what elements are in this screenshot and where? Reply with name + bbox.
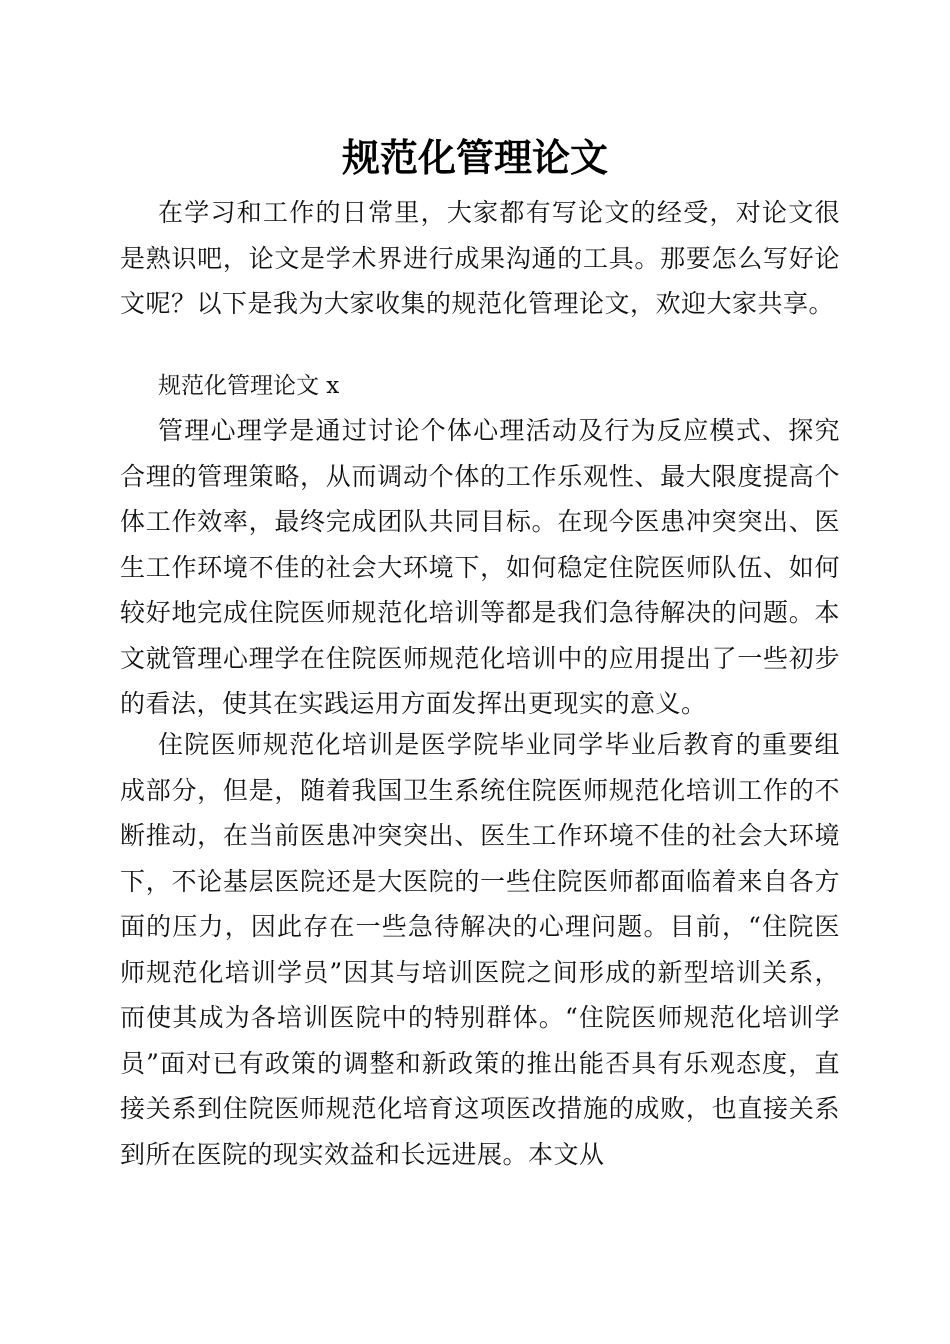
intro-paragraph: 在学习和工作的日常里，大家都有写论文的经受，对论文很是熟识吧，论文是学术界进行成果沟通的工具。那要怎么写好论文呢？以下是我为大家收集的规范化管理论文，欢迎大家共享。: [120, 198, 840, 318]
document-title: 规范化管理论文: [341, 135, 608, 180]
body-paragraph-2: 住院医师规范化培训是医学院毕业同学毕业后教育的重要组成部分，但是，随着我国卫生系统住院医师规范化培训工作的不断推动，在当前医患冲突突出、医生工作环境不佳的社会大环境下，不论基层医院还是大医院的一些住院医师都面临着来自各方面的压力，因此存在一些急待解决的心理问题。目前，“住院医师规范化培训学员”因其与培训医院之间形成的新型培训关系，而使其成为各培训医院中的特别群体。“住院医师规范化培训学员”面对已有政策的调整和新政策的推出能否具有乐观态度，直接关系到住院医师规范化培育这项医改措施的成败，也直接关系到所在医院的现实效益和长远进展。本文从: [120, 730, 840, 1169]
body-paragraph-1: 管理心理学是通过讨论个体心理活动及行为反应模式、探究合理的管理策略，从而调动个体的工作乐观性、最大限度提高个体工作效率，最终完成团队共同目标。在现今医患冲突突出、医生工作环境不佳的社会大环境下，如何稳定住院医师队伍、如何较好地完成住院医师规范化培训等都是我们急待解决的问题。本文就管理心理学在住院医师规范化培训中的应用提出了一些初步的看法，使其在实践运用方面发挥出更现实的意义。: [120, 416, 840, 718]
section-heading: 规范化管理论文 x: [158, 373, 340, 399]
